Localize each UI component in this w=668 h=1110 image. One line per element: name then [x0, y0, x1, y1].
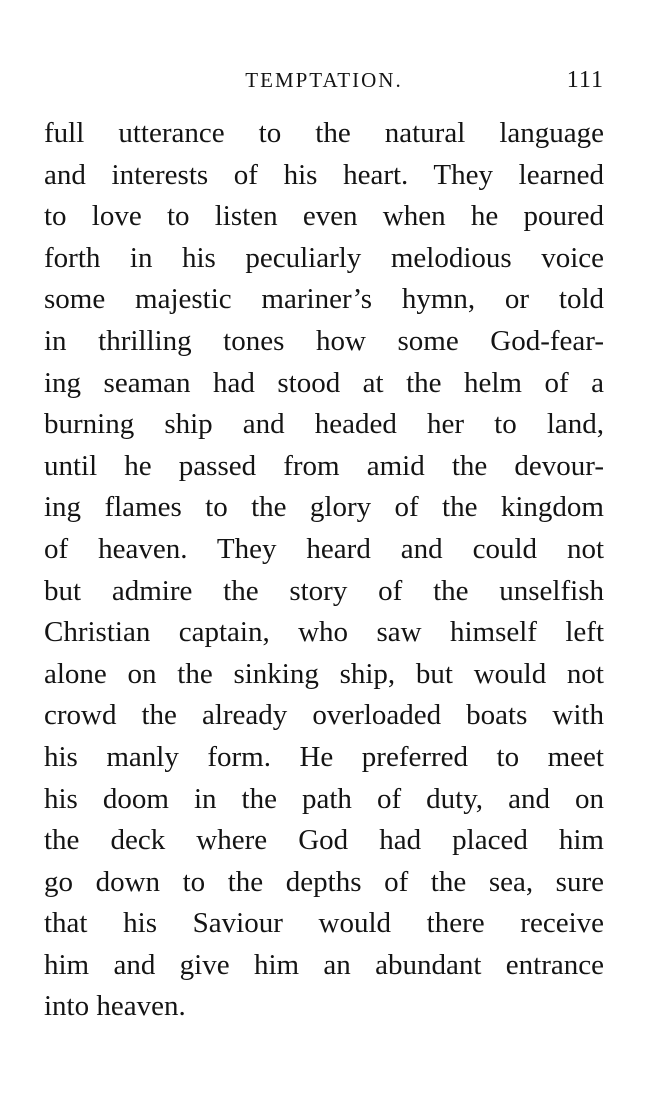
- text-line: in thrilling tones how some God-fear-: [44, 324, 604, 357]
- text-line: some majestic mariner’s hymn, or told: [44, 283, 604, 316]
- text-line: forth in his peculiarly melodious voice: [44, 241, 604, 274]
- text-line: Christian captain, who saw himself left: [44, 616, 604, 649]
- text-line: his manly form. He preferred to meet: [44, 740, 604, 773]
- text-line: his doom in the path of duty, and on: [44, 782, 604, 815]
- page-number: 111: [566, 67, 604, 93]
- text-line: alone on the sinking ship, but would not: [44, 657, 604, 690]
- text-line: full utterance to the natural language: [44, 117, 604, 149]
- text-line: him and give him an abundant entrance: [44, 948, 604, 981]
- text-line: until he passed from amid the devour-: [44, 449, 604, 482]
- text-line: ing seaman had stood at the helm of a: [44, 366, 604, 399]
- text-line: burning ship and headed her to land,: [44, 408, 604, 441]
- text-line: to love to listen even when he poured: [44, 200, 604, 233]
- text-line: the deck where God had placed him: [44, 824, 604, 857]
- text-line-last: into heaven.: [44, 990, 186, 1023]
- text-line: of heaven. They heard and could not: [44, 532, 604, 565]
- text-line: that his Saviour would there receive: [44, 907, 604, 940]
- text-line: but admire the story of the unselfish: [44, 574, 604, 607]
- running-head: [44, 64, 604, 96]
- running-title: TEMPTATION.: [245, 68, 403, 92]
- text-line: crowd the already overloaded boats with: [44, 699, 604, 732]
- text-line: ing flames to the glory of the kingdom: [44, 491, 604, 524]
- text-line: go down to the depths of the sea, sure: [44, 865, 604, 898]
- body-text: [44, 113, 604, 1028]
- text-line: and interests of his heart. They learned: [44, 158, 604, 191]
